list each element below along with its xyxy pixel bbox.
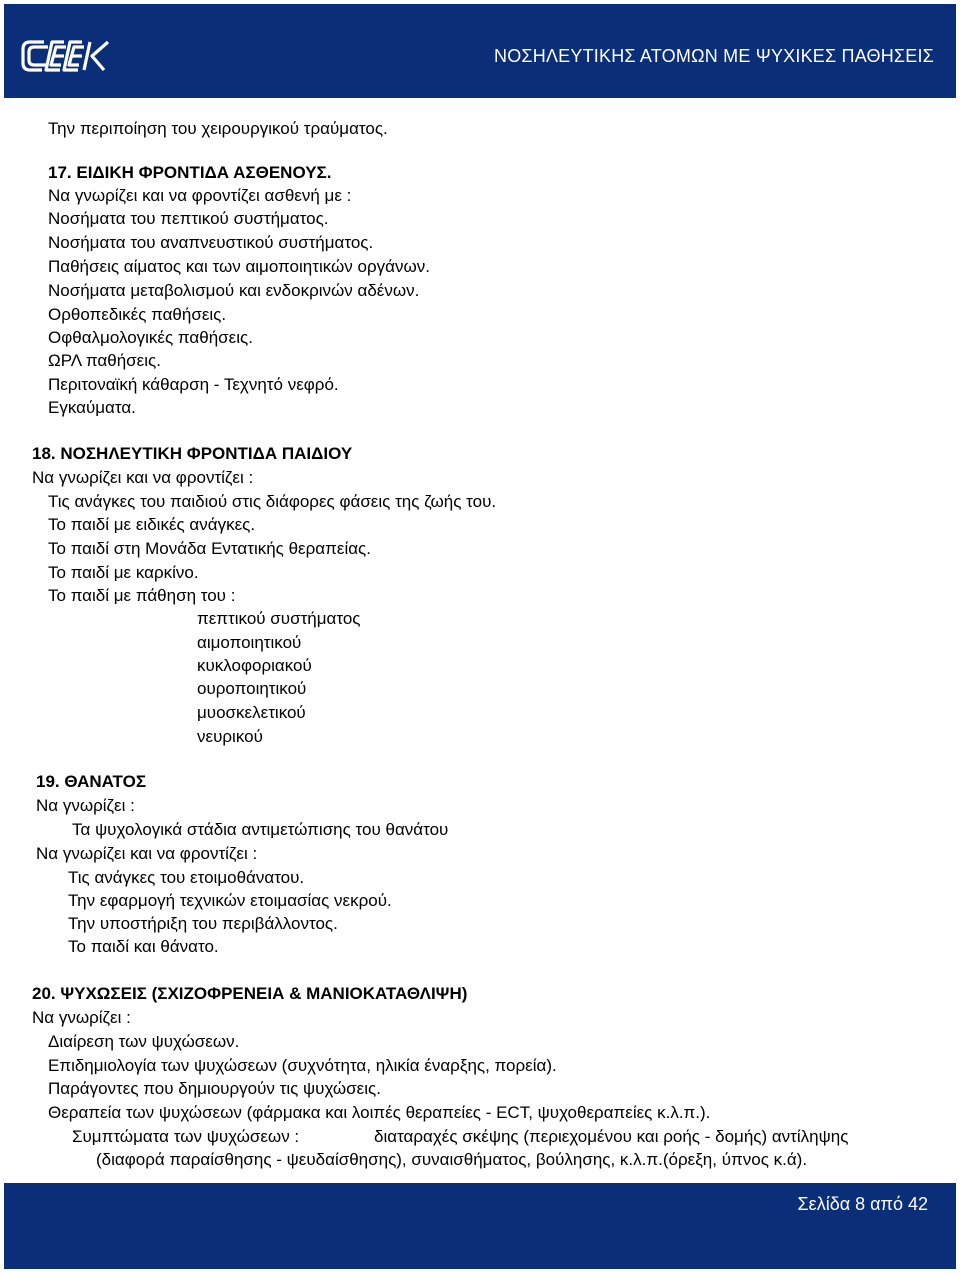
page-header	[4, 4, 956, 98]
sub-list-item: νευρικού	[197, 727, 263, 746]
list-item-detail: διαταραχές σκέψης (περιεχομένου και ροής - δομής) αντίληψης	[374, 1127, 849, 1146]
list-item: Διαίρεση των ψυχώσεων.	[48, 1032, 240, 1051]
list-item-label: Συμπτώματα των ψυχώσεων :	[72, 1127, 300, 1146]
text-line: Την περιποίηση του χειρουργικού τραύματος.	[48, 119, 388, 138]
sub-list-item: μυοσκελετικού	[197, 703, 306, 722]
section-heading-17: 17. ΕΙΔΙΚΗ ΦΡΟΝΤΙΔΑ ΑΣΘΕΝΟΥΣ.	[48, 163, 332, 182]
list-item: Νοσήματα του αναπνευστικού συστήματος.	[48, 233, 374, 252]
list-item: Παθήσεις αίματος και των αιμοποιητικών οργάνων.	[48, 257, 430, 276]
text-line: Να γνωρίζει και να φροντίζει :	[36, 844, 258, 863]
list-item: Τις ανάγκες του παιδιού στις διάφορες φάσεις της ζωής του.	[48, 492, 497, 511]
sub-list-item: κυκλοφοριακού	[197, 656, 312, 675]
list-item: Τις ανάγκες του ετοιμοθάνατου.	[68, 868, 305, 887]
list-item: Το παιδί με καρκίνο.	[48, 563, 199, 582]
section-heading-20: 20. ΨΥΧΩΣΕΙΣ (ΣΧΙΖΟΦΡΕΝΕΙΑ & ΜΑΝΙΟΚΑΤΑΘΛΙΨΗ)	[32, 984, 468, 1003]
list-item: Νοσήματα μεταβολισμού και ενδοκρινών αδένων.	[48, 281, 420, 300]
section-heading-19: 19. ΘΑΝΑΤΟΣ	[36, 772, 147, 791]
list-item: Εγκαύματα.	[48, 398, 136, 417]
ceek-logo	[20, 36, 112, 76]
list-item: Επιδημιολογία των ψυχώσεων (συχνότητα, ηλικία έναρξης, πορεία).	[48, 1056, 557, 1075]
list-item: Το παιδί και θάνατο.	[68, 937, 219, 956]
list-item: Την εφαρμογή τεχνικών ετοιμασίας νεκρού.	[68, 891, 392, 910]
list-item: Το παιδί με ειδικές ανάγκες.	[48, 515, 256, 534]
text-line: Να γνωρίζει και να φροντίζει ασθενή με :	[48, 186, 352, 205]
list-item: Το παιδί με πάθηση του :	[48, 586, 236, 605]
list-item-detail-continued: (διαφορά παραίσθησης - ψευδαίσθησης), συναισθήματος, βούλησης, κ.λ.π.(όρεξη, ύπνος κ.ά).	[96, 1150, 808, 1169]
document-title: ΝΟΣΗΛΕΥΤΙΚΗΣ ΑΤΟΜΩΝ ΜΕ ΨΥΧΙΚΕΣ ΠΑΘΗΣΕΙΣ	[494, 46, 934, 66]
sub-list-item: ουροποιητικού	[197, 679, 307, 698]
sub-list-item: αιμοποιητικού	[197, 633, 302, 652]
page-footer	[4, 1183, 956, 1269]
list-item: Ορθοπεδικές παθήσεις.	[48, 305, 227, 324]
list-item: Νοσήματα του πεπτικού συστήματος.	[48, 209, 329, 228]
list-item: Την υποστήριξη του περιβάλλοντος.	[68, 914, 338, 933]
sub-list-item: πεπτικού συστήματος	[197, 609, 361, 628]
list-item: Θεραπεία των ψυχώσεων (φάρμακα και λοιπές θεραπείες - ECT, ψυχοθεραπείες κ.λ.π.).	[48, 1103, 711, 1122]
section-heading-18: 18. ΝΟΣΗΛΕΥΤΙΚΗ ΦΡΟΝΤΙΔΑ ΠΑΙΔΙΟΥ	[32, 444, 353, 463]
text-line: Να γνωρίζει :	[36, 796, 135, 815]
list-item: Οφθαλμολογικές παθήσεις.	[48, 328, 253, 347]
list-item: Περιτοναϊκή κάθαρση - Τεχνητό νεφρό.	[48, 375, 339, 394]
text-line: Να γνωρίζει και να φροντίζει :	[32, 468, 254, 487]
list-item: Το παιδί στη Μονάδα Εντατικής θεραπείας.	[48, 539, 371, 558]
text-line: Να γνωρίζει :	[32, 1008, 131, 1027]
list-item: ΩΡΛ παθήσεις.	[48, 351, 161, 370]
list-item: Τα ψυχολογικά στάδια αντιμετώπισης του θανάτου	[72, 820, 449, 839]
page-number: Σελίδα 8 από 42	[797, 1194, 928, 1214]
list-item: Παράγοντες που δημιουργούν τις ψυχώσεις.	[48, 1079, 381, 1098]
